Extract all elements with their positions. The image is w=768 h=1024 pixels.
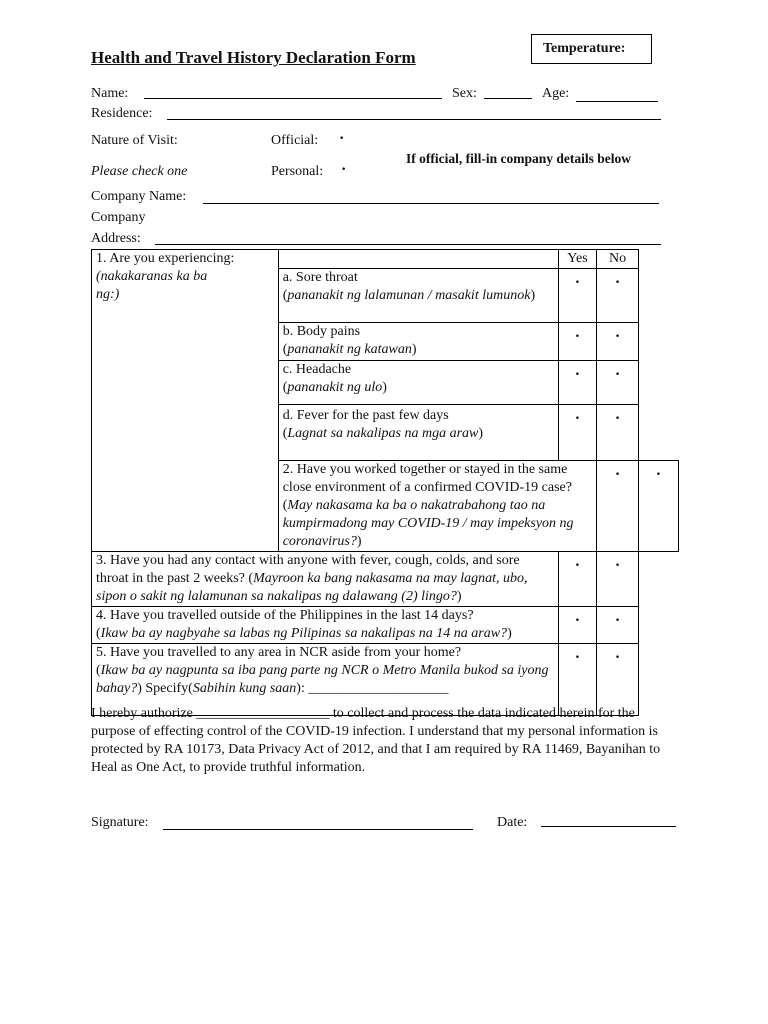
date-label: Date: bbox=[497, 815, 528, 830]
residence-field[interactable] bbox=[167, 119, 661, 120]
age-label: Age: bbox=[542, 86, 570, 101]
name-label: Name: bbox=[91, 86, 129, 101]
q1-translation: (nakakaranas ka ba ng:) bbox=[96, 269, 208, 302]
q4-yes-checkbox[interactable]: · bbox=[558, 607, 597, 644]
q2-yes-checkbox[interactable]: · bbox=[597, 461, 639, 552]
temperature-box[interactable] bbox=[531, 34, 652, 64]
q1a-question: a. Sore throat bbox=[282, 270, 358, 285]
q4-no-checkbox[interactable]: · bbox=[597, 607, 639, 644]
sex-field[interactable] bbox=[484, 98, 532, 99]
official-checkbox[interactable]: · bbox=[339, 130, 345, 147]
q1-question: 1. Are you experiencing: bbox=[96, 251, 235, 266]
q1d-cell: d. Fever for the past few days (Lagnat sa nakalipas na mga araw) bbox=[278, 405, 558, 461]
company-name-label: Company Name: bbox=[91, 189, 187, 204]
residence-label: Residence: bbox=[91, 106, 153, 121]
signature-label: Signature: bbox=[91, 815, 149, 830]
q5-specify-translation: Sabihin kung saan bbox=[192, 681, 297, 696]
q3-yes-checkbox[interactable]: · bbox=[558, 552, 597, 607]
q3-translation: Mayroon ka bang nakasama na may lagnat, ubo, sipon o sakit ng lalamunan sa nakalipas ng dalawang (2) lingo? bbox=[96, 571, 528, 604]
q1c-cell: c. Headache (pananakit ng ulo) bbox=[278, 361, 558, 405]
age-field[interactable] bbox=[576, 101, 658, 102]
q1a-yes-checkbox[interactable]: · bbox=[558, 269, 597, 323]
q1c-no-checkbox[interactable]: · bbox=[597, 361, 639, 405]
q1-header-blank bbox=[278, 250, 558, 269]
yes-header: Yes bbox=[558, 250, 597, 269]
authorization-part1: I hereby authorize bbox=[91, 706, 193, 721]
q5-no-checkbox[interactable]: · bbox=[597, 644, 639, 716]
q5-specify-field[interactable]: ____________________ bbox=[308, 681, 449, 696]
company-name-field[interactable] bbox=[203, 203, 659, 204]
q1b-cell: b. Body pains (pananakit ng katawan) bbox=[278, 323, 558, 361]
official-label: Official: bbox=[271, 133, 319, 148]
q1b-yes-checkbox[interactable]: · bbox=[558, 323, 597, 361]
name-field[interactable] bbox=[144, 98, 442, 99]
q4-cell: 4. Have you travelled outside of the Philippines in the last 14 days? (Ikaw ba ay nagbyahe sa labas ng Pilipinas sa nakalipas na 14 na araw?) bbox=[92, 607, 559, 644]
date-field[interactable] bbox=[541, 826, 676, 827]
q1c-question: c. Headache bbox=[282, 362, 352, 377]
personal-checkbox[interactable]: · bbox=[341, 161, 347, 178]
q1d-yes-checkbox[interactable]: · bbox=[558, 405, 597, 461]
company-label: Company bbox=[91, 210, 146, 225]
q1b-no-checkbox[interactable]: · bbox=[597, 323, 639, 361]
q2-translation: May nakasama ka ba o nakatrabahong tao na kumpirmadong may COVID-19 / may impeksyon ng coronavirus? bbox=[282, 498, 574, 549]
q2-question: 2. Have you worked together or stayed in the same close environment of a confirmed COVID-19 case? bbox=[282, 462, 572, 495]
if-official-note: If official, fill-in company details below bbox=[406, 151, 631, 166]
address-label: Address: bbox=[91, 231, 141, 246]
no-header: No bbox=[597, 250, 639, 269]
q5-cell: 5. Have you travelled to any area in NCR aside from your home? (Ikaw ba ay nagpunta sa iba pang parte ng NCR o Metro Manila bukod sa iyong bahay?) Specify(Sabihin kung saan): ____________________ bbox=[92, 644, 559, 716]
q1d-no-checkbox[interactable]: · bbox=[597, 405, 639, 461]
health-questions-table bbox=[91, 249, 679, 716]
q5-specify-label: Specify bbox=[145, 681, 189, 696]
form-title: Health and Travel History Declaration Form bbox=[91, 48, 416, 67]
q3-no-checkbox[interactable]: · bbox=[597, 552, 639, 607]
nature-of-visit-label: Nature of Visit: bbox=[91, 133, 178, 148]
authorization-part2: to collect and process the data indicated herein for the purpose of effecting control of the COVID-19 infection. I understand that my personal information is protected by RA 10173, Data Privacy Act of 2012, and that I am required by RA 11469, Bayanihan to Heal as One Act, to provide truthful information. bbox=[91, 706, 661, 775]
authorization-paragraph bbox=[91, 705, 681, 777]
q1d-question: d. Fever for the past few days bbox=[282, 408, 449, 423]
q1b-question: b. Body pains bbox=[282, 324, 361, 339]
please-check-one: Please check one bbox=[91, 164, 188, 179]
sex-label: Sex: bbox=[452, 86, 477, 101]
signature-field[interactable] bbox=[163, 829, 473, 830]
q2-no-checkbox[interactable]: · bbox=[638, 461, 678, 552]
q4-question: 4. Have you travelled outside of the Philippines in the last 14 days? bbox=[96, 608, 474, 623]
q1a-no-checkbox[interactable]: · bbox=[597, 269, 639, 323]
temperature-label: Temperature: bbox=[543, 41, 626, 56]
q5-translation: Ikaw ba ay nagpunta sa iba pang parte ng NCR o Metro Manila bukod sa iyong bahay? bbox=[96, 663, 549, 696]
q1c-yes-checkbox[interactable]: · bbox=[558, 361, 597, 405]
q1-cell bbox=[92, 250, 279, 552]
company-address-field[interactable] bbox=[155, 244, 661, 245]
q1d-translation: Lagnat sa nakalipas na mga araw bbox=[287, 426, 479, 441]
q5-yes-checkbox[interactable]: · bbox=[558, 644, 597, 716]
q5-question: 5. Have you travelled to any area in NCR aside from your home? bbox=[96, 645, 462, 660]
personal-label: Personal: bbox=[271, 164, 324, 179]
q1a-cell: a. Sore throat (pananakit ng lalamunan / masakit lumunok) bbox=[278, 269, 558, 323]
q4-translation: Ikaw ba ay nagbyahe sa labas ng Pilipinas sa nakalipas na 14 na araw? bbox=[100, 626, 508, 641]
q3-cell: 3. Have you had any contact with anyone with fever, cough, colds, and sore throat in the past 2 weeks? (Mayroon ka bang nakasama na may lagnat, ubo, sipon o sakit ng lalamunan sa nakalipas ng dalawang (2) lingo?) bbox=[92, 552, 559, 607]
authorized-party-field[interactable]: ___________________ bbox=[196, 706, 330, 721]
q1a-translation: pananakit ng lalamunan / masakit lumunok bbox=[287, 288, 531, 303]
q2-cell: 2. Have you worked together or stayed in the same close environment of a confirmed COVID-19 case? (May nakasama ka ba o nakatrabahong tao na kumpirmadong may COVID-19 / may impeksyon ng coronavirus?) bbox=[278, 461, 597, 552]
q1c-translation: pananakit ng ulo bbox=[287, 380, 383, 395]
q1b-translation: pananakit ng katawan bbox=[287, 342, 412, 357]
q3-question: 3. Have you had any contact with anyone with fever, cough, colds, and sore throat in the past 2 weeks? bbox=[96, 553, 520, 586]
